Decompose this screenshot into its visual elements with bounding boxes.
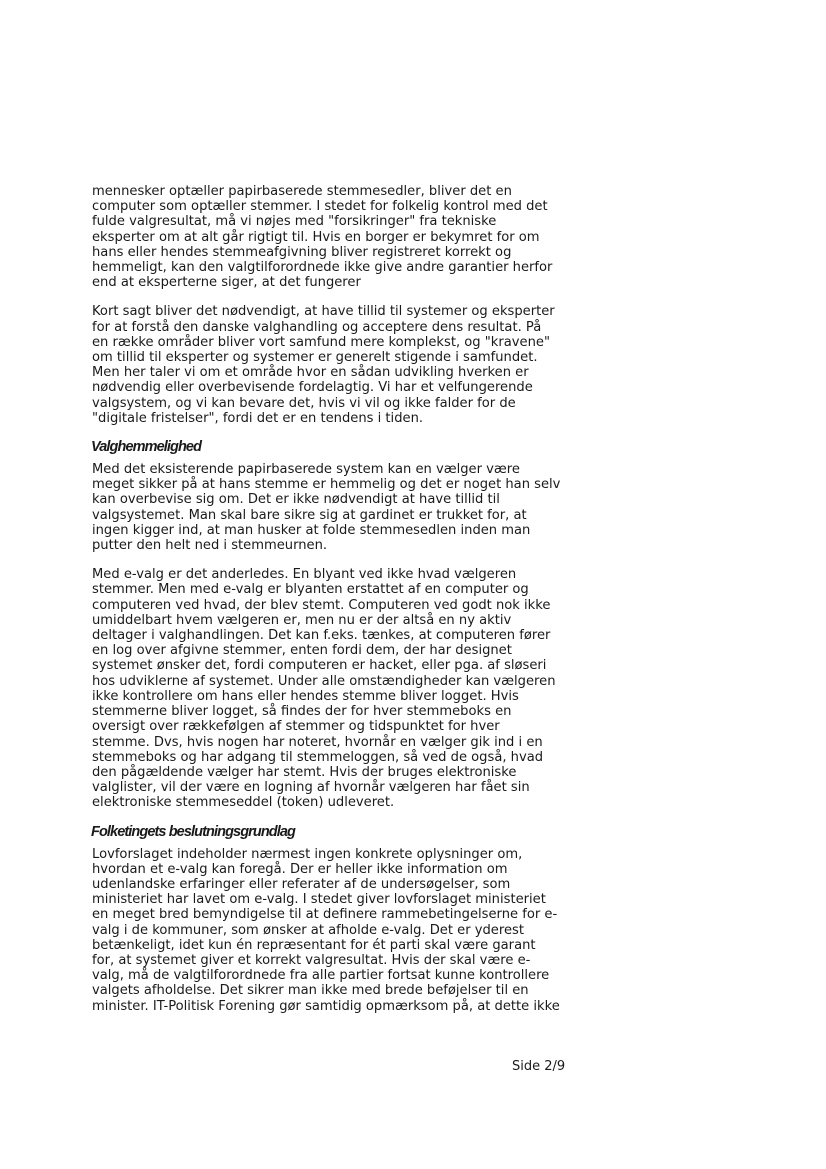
- text-line: minister. IT-Politisk Forening gør samtidig opmærksom på, at dette ikke: [92, 998, 560, 1014]
- text-line: betænkeligt, idet kun én repræsentant for ét parti skal være garant: [92, 937, 536, 953]
- text-line: systemet ønsker det, fordi computeren er hacket, eller pga. af sløseri: [92, 658, 547, 674]
- text-line: valg i de kommuner, som ønsker at afholde e-valg. Det er yderest: [92, 922, 524, 938]
- page-number: Side 2/9: [512, 1059, 566, 1074]
- section-heading-valghemmelighed: Valghemmelighed: [91, 439, 202, 456]
- text-line: putter den helt ned i stemmeurnen.: [92, 538, 328, 554]
- paragraph-gap: [92, 811, 577, 823]
- text-line: ingen kigger ind, at man husker at folde stemmesedlen inden man: [92, 522, 531, 538]
- text-line: kan overbevise sig om. Det er ikke nødvendigt at have tillid til: [92, 492, 500, 508]
- paragraph-gap: [92, 426, 577, 438]
- text-line: valgsystem, og vi kan bevare det, hvis vi vil og ikke falder for de: [92, 395, 516, 411]
- text-line: stemmer. Men med e-valg er blyanten erstattet af en computer og: [92, 582, 529, 598]
- text-line: end at eksperterne siger, at det fungerer: [92, 275, 361, 291]
- text-line: Med det eksisterende papirbaserede system kan en vælger være: [92, 462, 520, 478]
- text-line: hans eller hendes stemmeafgivning bliver registreret korrekt og: [92, 244, 512, 260]
- text-line: fulde valgresultat, må vi nøjes med "forsikringer" fra tekniske: [92, 214, 497, 230]
- text-line: udenlandske erfaringer eller referater af de undersøgelser, som: [92, 876, 511, 892]
- paragraph-3: [92, 462, 577, 553]
- text-line: en række områder bliver vort samfund mere komplekst, og "kravene": [92, 334, 550, 350]
- text-line: valglister, vil der være en logning af hvornår vælgeren har fået sin: [92, 780, 530, 796]
- text-line: for at forstå den danske valghandling og acceptere dens resultat. På: [92, 319, 542, 335]
- text-line: stemmerne bliver logget, så findes der for hver stemmeboks en: [92, 704, 512, 720]
- text-line: deltager i valghandlingen. Det kan f.eks. tænkes, at computeren fører: [92, 628, 551, 644]
- paragraph-gap: [92, 290, 577, 304]
- text-line: nødvendig eller overbevisende fordelagtig. Vi har et velfungerende: [92, 380, 533, 396]
- text-line: stemme. Dvs, hvis nogen har noteret, hvornår en vælger gik ind i en: [92, 734, 543, 750]
- text-line: valg, må de valgtilforordnede fra alle partier fortsat kunne kontrollere: [92, 968, 550, 984]
- text-line: for, at systemet giver et korrekt valgresultat. Hvis der skal være e-: [92, 952, 531, 968]
- text-line: Kort sagt bliver det nødvendigt, at have tillid til systemer og eksperter: [92, 304, 555, 320]
- section-heading-beslutningsgrundlag: Folketingets beslutningsgrundlag: [91, 823, 296, 840]
- text-line: eksperter om at alt går rigtigt til. Hvis en borger er bekymret for om: [92, 229, 540, 245]
- text-line: valgets afholdelse. Det sikrer man ikke med brede beføjelser til en: [92, 983, 529, 999]
- text-line: hvordan et e-valg kan foregå. Der er heller ikke information om: [92, 861, 508, 877]
- text-line: Lovforslaget indeholder nærmest ingen konkrete oplysninger om,: [92, 846, 523, 862]
- text-line: ikke kontrollere om hans eller hendes stemme bliver logget. Hvis: [92, 688, 519, 704]
- text-line: en meget bred bemyndigelse til at definere rammebetingelserne for e-: [92, 907, 558, 923]
- text-line: valgsystemet. Man skal bare sikre sig at gardinet er trukket for, at: [92, 507, 527, 523]
- text-line: meget sikker på at hans stemme er hemmelig og det er noget han selv: [92, 477, 561, 493]
- text-line: computeren ved hvad, der blev stemt. Computeren ved godt nok ikke: [92, 597, 551, 613]
- text-line: stemmeboks og har adgang til stemmeloggen, så ved de også, hvad: [92, 749, 544, 765]
- document-body: [92, 184, 577, 1014]
- text-line: oversigt over rækkefølgen af stemmer og tidspunktet for hver: [92, 719, 500, 735]
- text-line: den pågældende vælger har stemt. Hvis der bruges elektroniske: [92, 764, 517, 780]
- text-line: "digitale fristelser", fordi det er en tendens i tiden.: [92, 410, 424, 426]
- text-line: elektroniske stemmeseddel (token) udleveret.: [92, 795, 395, 811]
- paragraph-1: [92, 184, 577, 290]
- paragraph-4: [92, 567, 577, 810]
- text-line: computer som optæller stemmer. I stedet for folkelig kontrol med det: [92, 199, 548, 215]
- text-line: umiddelbart hvem vælgeren er, men nu er der altså en ny aktiv: [92, 612, 512, 628]
- paragraph-2: [92, 304, 577, 426]
- text-line: hos udviklerne af systemet. Under alle omstændigheder kan vælgeren: [92, 673, 556, 689]
- text-line: Med e-valg er det anderledes. En blyant ved ikke hvad vælgeren: [92, 567, 517, 583]
- text-line: ministeriet har lavet om e-valg. I stedet giver lovforslaget ministeriet: [92, 892, 546, 908]
- text-line: Men her taler vi om et område hvor en sådan udvikling hverken er: [92, 365, 529, 381]
- paragraph-5: [92, 847, 577, 1014]
- text-line: hemmeligt, kan den valgtilforordnede ikke give andre garantier herfor: [92, 260, 553, 276]
- text-line: mennesker optæller papirbaserede stemmesedler, bliver det en: [92, 184, 512, 199]
- paragraph-gap: [92, 553, 577, 567]
- text-line: om tillid til eksperter og systemer er generelt stigende i samfundet.: [92, 350, 538, 366]
- text-line: en log over afgivne stemmer, enten fordi dem, der har designet: [92, 643, 512, 659]
